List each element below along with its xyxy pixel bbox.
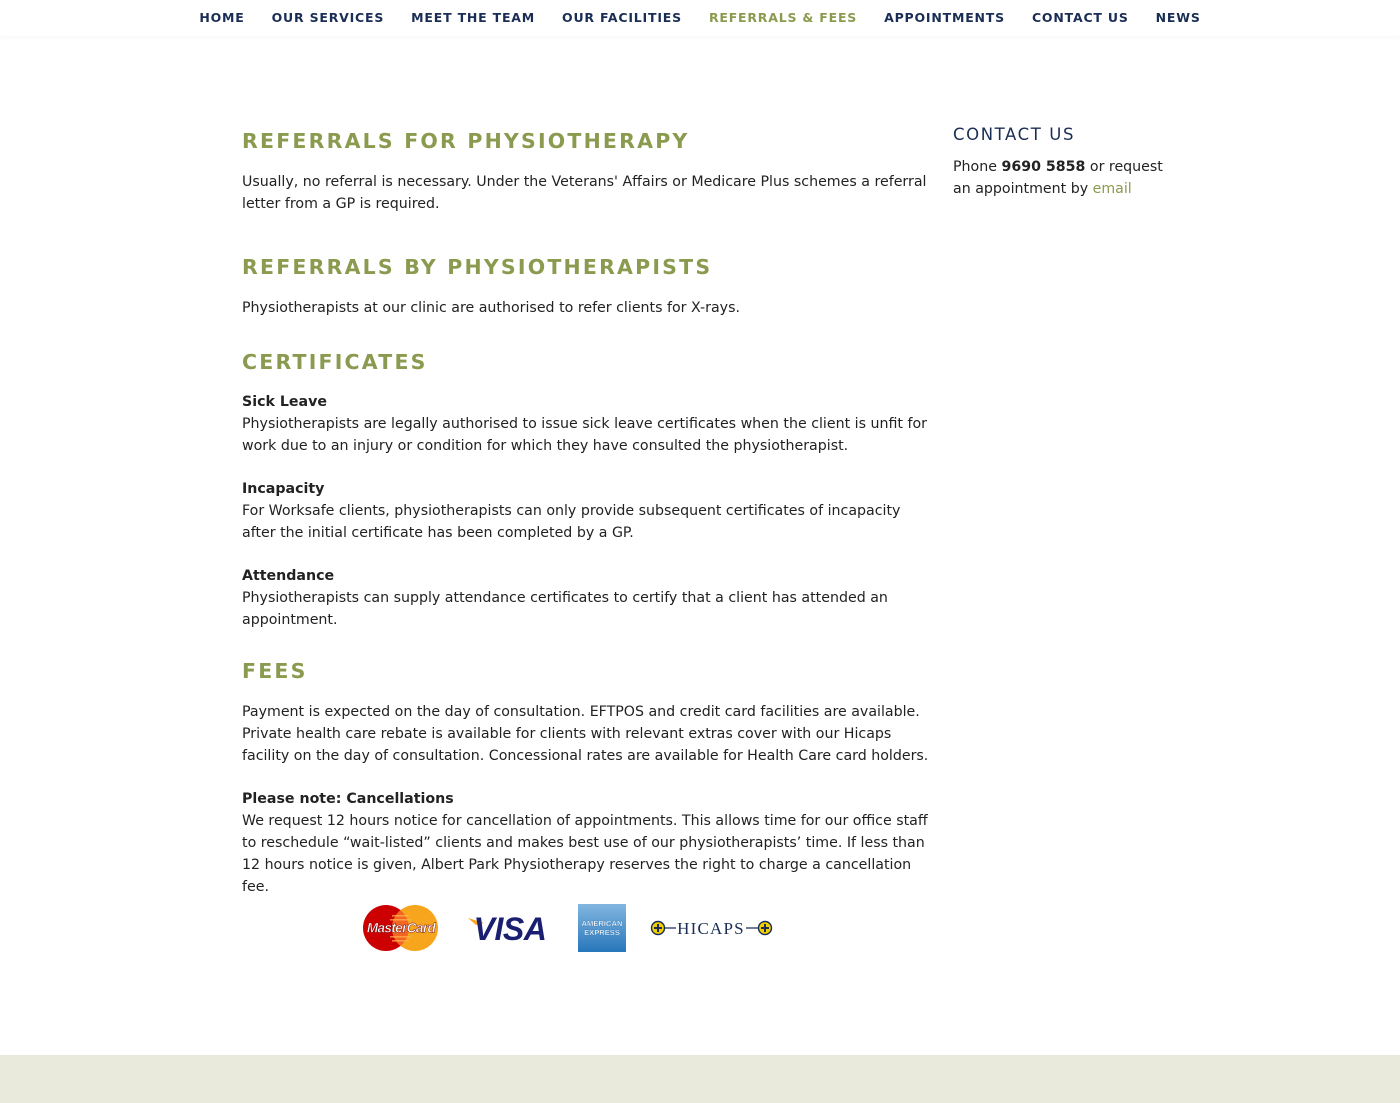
visa-wordmark: VISA: [473, 911, 547, 947]
main-content: [242, 122, 932, 898]
certificate-title: Incapacity: [242, 481, 325, 497]
contact-phone-number: 9690 5858: [1001, 159, 1086, 175]
nav-item-referrals-fees[interactable]: REFERRALS & FEES: [708, 10, 858, 25]
nav-list: [186, 0, 1214, 36]
hicaps-plus-left-icon: [652, 922, 665, 935]
mastercard-logo: [362, 903, 440, 953]
cancellation-note: [242, 788, 932, 898]
referrals-by-text: Physiotherapists at our clinic are authorised to refer clients for X-rays.: [242, 300, 740, 316]
referrals-for-text: Usually, no referral is necessary. Under the Veterans' Affairs or Medicare Plus schemes a referral letter from a GP is required.: [242, 174, 927, 212]
top-navigation: [0, 0, 1400, 36]
nav-item-meet-the-team[interactable]: MEET THE TEAM: [411, 10, 536, 25]
certificate-attendance: [242, 565, 932, 631]
contact-email-link[interactable]: email: [1092, 181, 1132, 197]
contact-heading: CONTACT US: [953, 125, 1076, 144]
nav-item-appointments[interactable]: APPOINTMENTS: [884, 10, 1005, 25]
amex-logo: [578, 904, 626, 952]
certificate-text: Physiotherapists are legally authorised to issue sick leave certificates when the client is unfit for work due to an injury or condition for which they have consulted the physiotherapist.: [242, 416, 928, 454]
cancellation-note-text: We request 12 hours notice for cancellation of appointments. This allows time for our office staff to reschedule “wait-listed” clients and makes best use of our physiotherapists’ time. If less than 12 hours notice is given, Albert Park Physiotherapy reserves the right to charge a cancellation fee.: [242, 813, 928, 895]
nav-item-our-services[interactable]: OUR SERVICES: [271, 10, 385, 25]
hicaps-wordmark: HICAPS: [677, 919, 745, 938]
mastercard-wordmark: MasterCard: [366, 920, 436, 936]
nav-item-news[interactable]: NEWS: [1155, 10, 1201, 25]
amex-line1: AMERICAN: [581, 919, 623, 928]
nav-item-contact-us[interactable]: CONTACT US: [1031, 10, 1129, 25]
certificate-title: Attendance: [242, 568, 335, 584]
footer: [0, 1055, 1400, 1103]
payment-logos: [362, 903, 782, 953]
certificate-text: For Worksafe clients, physiotherapists can only provide subsequent certificates of incapacity after the initial certificate has been completed by a GP.: [242, 503, 901, 541]
nav-item-home[interactable]: HOME: [199, 10, 245, 25]
certificate-sick-leave: [242, 391, 932, 457]
amex-line2: EXPRESS: [584, 928, 620, 937]
hicaps-plus-right-icon: [759, 922, 772, 935]
contact-phone-prefix: Phone: [953, 159, 1002, 175]
certificate-incapacity: [242, 478, 932, 544]
cancellation-note-title: Please note: Cancellations: [242, 791, 454, 807]
nav-item-our-facilities[interactable]: OUR FACILITIES: [562, 10, 682, 25]
contact-text: [953, 156, 1163, 200]
fees-heading: FEES: [242, 659, 308, 683]
certificate-text: Physiotherapists can supply attendance certificates to certify that a client has attended an appointment.: [242, 590, 888, 628]
referrals-by-heading: REFERRALS BY PHYSIOTHERAPISTS: [242, 255, 713, 279]
fees-text: Payment is expected on the day of consultation. EFTPOS and credit card facilities are available. Private health care rebate is available for clients with relevant extras cover with our Hicaps facility on the day of consultation. Concessional rates are available for Health Care card holders.: [242, 704, 929, 764]
visa-logo: [462, 903, 558, 953]
certificate-title: Sick Leave: [242, 394, 327, 410]
referrals-for-heading: REFERRALS FOR PHYSIOTHERAPY: [242, 129, 690, 153]
contact-mid-text: or request an appointment by: [953, 159, 1163, 197]
certificates-heading: CERTIFICATES: [242, 350, 428, 374]
hicaps-logo: [650, 903, 782, 953]
contact-sidebar: [953, 122, 1163, 200]
